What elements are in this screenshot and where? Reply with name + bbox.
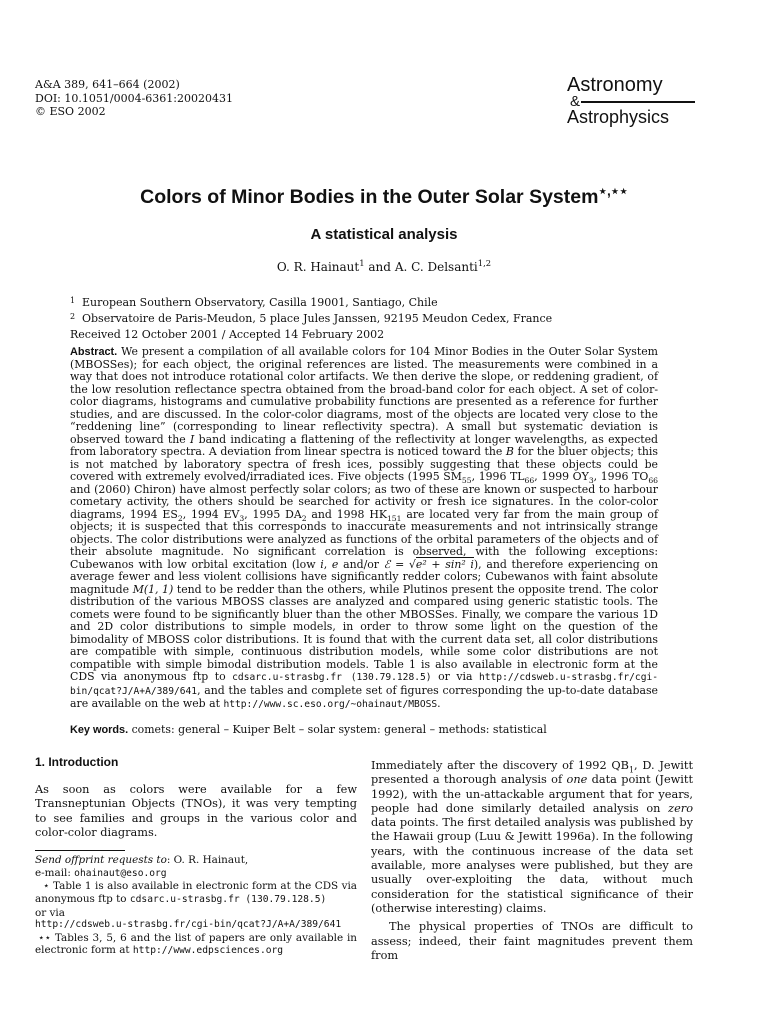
web-link[interactable]: http://www.sc.eso.org/~ohainaut/MBOSS [223, 699, 438, 710]
journal-word-astronomy: Astronomy [567, 74, 663, 96]
abstract-sub: 3 [588, 476, 594, 486]
abstract-punct: , [323, 557, 328, 571]
cds-link[interactable]: http://cdsweb.u-strasbg.fr/cgi-bin/qcat?J/A+A/389/641 [70, 672, 659, 697]
footnote-text: Table 1 is also available in electronic form at the CDS via anonymous ftp to [35, 880, 358, 905]
offprint-name: : O. R. Hainaut, [166, 854, 249, 867]
body-paragraph: The physical properties of TNOs are difficult to assess; indeed, their faint magnitudes prevent them from [371, 920, 693, 962]
keywords-label: Key words. [70, 724, 129, 736]
title-footnote-marks: ⋆,⋆⋆ [598, 183, 628, 199]
abstract-text: , 1999 OY [534, 470, 589, 483]
left-column [35, 755, 357, 958]
affiliation-number: 2 [70, 312, 76, 321]
abstract-text: , 1994 EV [182, 507, 240, 521]
author-1-affil: 1 [359, 258, 365, 268]
paper-title-text: Colors of Minor Bodies in the Outer Solar System [140, 186, 599, 208]
abstract-text: We present a compilation of all available colors for 104 Minor Bodies in the Outer Solar System (MBOSSes); for each object, the original references are listed. The measurements were combined in a way that does not introduce rotational color artifacts. We then derive the slope, or reddening gradient, of the low resolution reflectance spectra obtained from the broad-band color for each object. A set of color-color diagrams, histograms and cumulative probability functions are presented as a reference for further studies, and are discussed. In the color-color diagrams, most of the objects are located very close to the “reddening line” (corresponding to linear reflectivity spectra). A small but systematic deviation is observed toward the [70, 345, 659, 446]
body-text: data points. The first detailed analysis was published by the Hawaii group (Luu & Jewitt 1996a). In the following years, with the continuous increase of the data set available, more analyses were published, but they are usually over-exploiting the data, without much consideration for the statistical significance of their (otherwise interesting) claims. [371, 816, 693, 915]
abstract-label: Abstract. [70, 346, 118, 358]
abstract-text: , and the tables and complete set of figures corresponding the up-to-date database are available on the web at [70, 683, 658, 710]
body-sub: 1 [628, 765, 635, 775]
abstract-text: , 1995 DA [244, 507, 302, 521]
authors-and: and [368, 260, 391, 274]
citation-block [35, 78, 233, 119]
affiliation-text: Observatoire de Paris-Meudon, 5 place Jules Janssen, 92195 Meudon Cedex, France [82, 312, 553, 325]
abstract-text: ), and therefore experiencing on average fewer and less violent collisions have significantly redder colors; Cubewanos with faint absolute magnitude [70, 557, 658, 596]
abstract-text: and/or [343, 557, 380, 571]
footnote-2 [35, 932, 357, 958]
affiliation-text: European Southern Observatory, Casilla 19001, Santiago, Chile [82, 296, 438, 309]
copyright: © ESO 2002 [35, 105, 106, 118]
abstract-var: i [320, 557, 324, 571]
footnote-or: or via [35, 906, 65, 919]
citation: A&A 389, 641–664 (2002) [35, 78, 180, 91]
doi: DOI: 10.1051/0004-6361:20020431 [35, 91, 233, 105]
abstract-text: , 1996 TO [593, 470, 649, 483]
journal-logo [567, 74, 697, 127]
footnote-text: Tables 3, 5, 6 and the list of papers are only available in electronic form at [35, 931, 357, 957]
intro-paragraph: As soon as colors were available for a few Transneptunian Objects (TNOs), it was very tempting to see families and groups in the various color and color-color diagrams. [35, 783, 357, 839]
abstract-text: are located very far from the main group of objects; it is suspected that this corresponds to inaccurate measurements and not intrinsically strange objects. The color distributions were analyzed as functions of the orbital parameters of the objects and of their absolute magnitude. No significant correlation is observed, with the following exceptions: Cubewanos with low orbital excitation (low [70, 507, 658, 571]
keywords [70, 723, 658, 736]
affiliation-number: 1 [70, 296, 76, 305]
abstract-sub: 2 [301, 513, 307, 523]
abstract-text: . [437, 697, 441, 710]
abstract [70, 346, 658, 712]
abstract-var: B [505, 445, 514, 458]
abstract-sub: 66 [524, 476, 535, 486]
abstract-var: e [331, 557, 339, 571]
abstract-sub: 55 [461, 476, 472, 486]
section-heading: 1. Introduction [35, 755, 119, 769]
received-dates: Received 12 October 2001 / Accepted 14 February 2002 [70, 328, 385, 341]
ftp-host: cdsarc.u-strasbg.fr (130.79.128.5) [232, 672, 432, 683]
authors [0, 260, 768, 274]
paper-title [0, 183, 768, 209]
offprint-label: Send offprint requests to [35, 854, 167, 867]
author-2: A. C. Delsanti [394, 260, 478, 274]
journal-rule [581, 101, 695, 103]
footnote-ftp-host: cdsarc.u-strasbg.fr (130.79.128.5) [129, 893, 327, 905]
body-text: data point (Jewitt 1992), with the un-attackable argument that for years, people had done similarly detailed analysis on [371, 773, 693, 815]
body-paragraph [371, 759, 693, 916]
journal-ampersand: & [570, 93, 581, 110]
body-emphasis: zero [668, 801, 694, 815]
sqrt-radicand: e² + sin² i [415, 557, 474, 571]
footnote-mark: ⋆⋆ [38, 931, 52, 944]
body-text: Immediately after the discovery of 1992 QB [371, 759, 629, 772]
affiliation [70, 310, 552, 326]
right-column [371, 759, 693, 963]
affiliation [70, 294, 552, 310]
abstract-sub: 2 [177, 513, 183, 523]
abstract-text: tend to be redder than the others, while Plutinos present the opposite trend. The color distribution of the various MBOSS classes are analyzed and compared using generic statistic tools. The comets were found to be significantly bluer than the other MBOSSes. Finally, we compare the various 1D and 2D color distributions to simple models, in order to throw some light on the question of the bimodality of MBOSS color distributions. It is found that with the current data set, all color distributions are compatible with simple, continuous distribution models, while some color distributions are not compatible with simple bimodal distribution models. Table 1 is also available in electronic form at the CDS via anonymous ftp to [70, 582, 659, 683]
abstract-var: M(1, 1) [132, 582, 174, 596]
offprint-note [35, 854, 357, 867]
abstract-text: and (2060) Chiron) have almost perfectly solar colors; as two of these are known or suspected to harbour cometary activity, the others should be searched for activity or fresh ice signatures. In the color-color diagrams, 1994 ES [70, 482, 658, 521]
body-text: , D. Jewitt presented a thorough analysis of [371, 759, 693, 787]
abstract-text: , 1996 TL [471, 470, 525, 483]
footnote-mark: ⋆ [43, 880, 50, 893]
abstract-text: for the bluer objects; this is not matched by laboratory spectra of fresh ices, possibly suggesting that these objects could be covered with extremely evolved/irradiated ices. Five objects (1995 SM [70, 445, 658, 483]
footnote-rule [35, 850, 125, 851]
body-emphasis: one [566, 773, 588, 787]
abstract-text: and 1998 HK [306, 507, 387, 521]
footnote-1 [35, 880, 357, 906]
sqrt-sign: √ [408, 557, 416, 571]
abstract-var: I [190, 432, 195, 446]
author-1: O. R. Hainaut [276, 260, 360, 274]
abstract-text: band indicating a flattening of the reflectivity at longer wavelengths, as expected from laboratory spectra. A deviation from linear spectra is noticed toward the [70, 432, 658, 458]
footnote-edp-link[interactable]: http://www.edpsciences.org [132, 945, 284, 957]
affiliations [70, 294, 552, 326]
abstract-sub: 3 [239, 513, 245, 523]
abstract-var: ℰ [383, 557, 391, 571]
abstract-sub: 151 [386, 513, 402, 523]
abstract-eq: = [395, 557, 405, 571]
journal-word-astrophysics: Astrophysics [567, 107, 670, 127]
keywords-text: comets: general – Kuiper Belt – solar system: general – methods: statistical [131, 723, 547, 736]
footnotes [35, 854, 357, 958]
author-2-affil: 1,2 [477, 258, 492, 268]
abstract-text: or via [438, 670, 473, 683]
abstract-sub: 66 [648, 476, 658, 486]
paper-subtitle: A statistical analysis [310, 226, 458, 243]
email-note [35, 867, 357, 881]
footnote-cds-link[interactable]: http://cdsweb.u-strasbg.fr/cgi-bin/qcat?J/A+A/389/641 [35, 919, 342, 931]
email-label: e-mail: [35, 866, 71, 879]
email-link[interactable]: ohainaut@eso.org [74, 867, 167, 879]
